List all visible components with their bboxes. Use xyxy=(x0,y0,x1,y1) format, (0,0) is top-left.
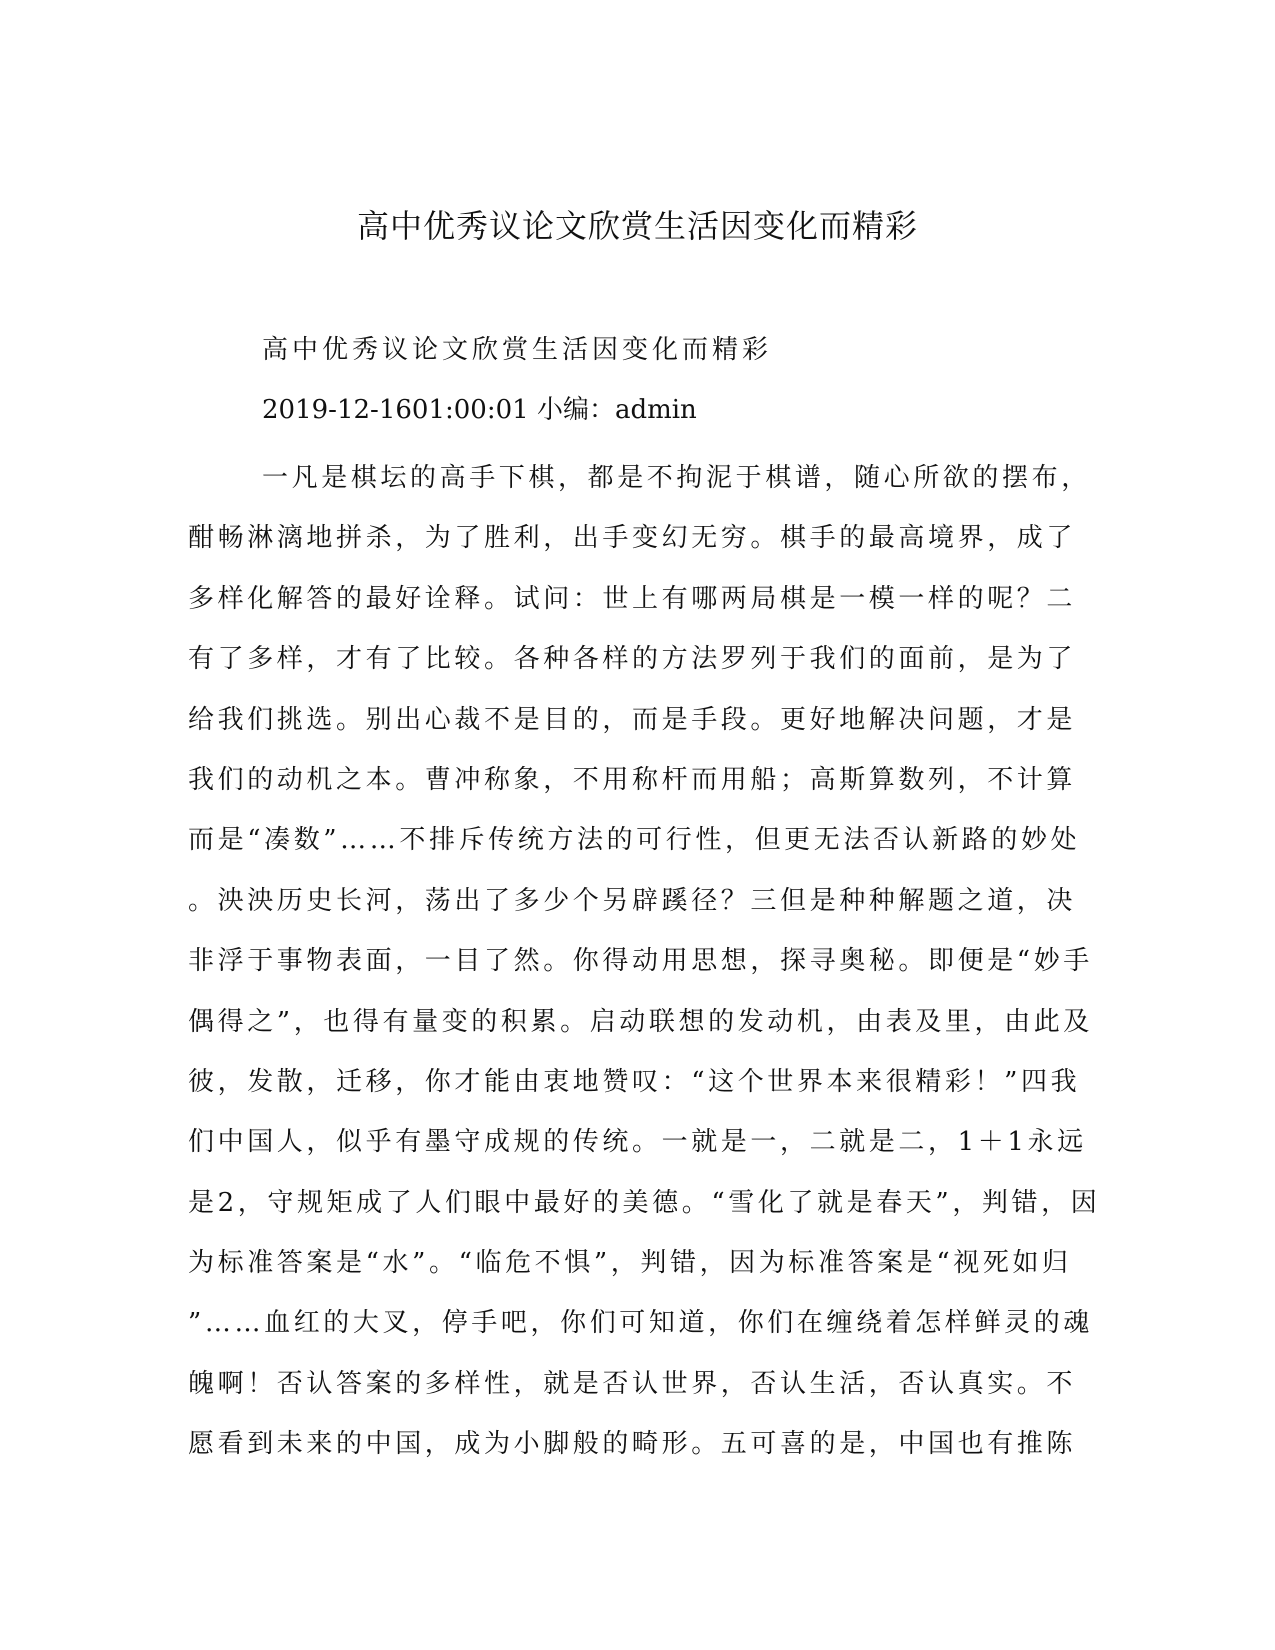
body-line: ”……血红的大叉，停手吧，你们可知道，你们在缠绕着怎样鲜灵的魂 xyxy=(188,1308,1093,1339)
body-line: 。泱泱历史长河，荡出了多少个另辟蹊径？三但是种种解题之道，决 xyxy=(188,885,1077,916)
body-line: 而是“凑数”……不排斥传统方法的可行性，但更无法否认新路的妙处 xyxy=(188,825,1081,856)
body-line: 我们的动机之本。曹冲称象，不用称杆而用船；高斯算数列，不计算 xyxy=(188,764,1077,795)
body-line: 魄啊！否认答案的多样性，就是否认世界，否认生活，否认真实。不 xyxy=(188,1368,1077,1399)
article-body xyxy=(188,448,1101,1475)
body-line: 为标准答案是“水”。“临危不惧”，判错，因为标准答案是“视死如归 xyxy=(188,1248,1072,1279)
body-line: 偶得之”，也得有量变的积累。启动联想的发动机，由表及里，由此及 xyxy=(188,1006,1093,1037)
body-line: 一凡是棋坛的高手下棋，都是不拘泥于棋谱，随心所欲的摆布， xyxy=(262,463,1091,493)
body-line: 多样化解答的最好诠释。试问：世上有哪两局棋是一模一样的呢？二 xyxy=(188,583,1077,614)
body-line: 非浮于事物表面，一目了然。你得动用思想，探寻奥秘。即便是“妙手 xyxy=(188,946,1093,977)
article-subtitle: 高中优秀议论文欣赏生活因变化而精彩 xyxy=(262,335,773,365)
body-line: 彼，发散，迁移，你才能由衷地赞叹：“这个世界本来很精彩！”四我 xyxy=(188,1066,1081,1097)
document-title: 高中优秀议论文欣赏生活因变化而精彩 xyxy=(356,207,918,245)
body-line: 愿看到未来的中国，成为小脚般的畸形。五可喜的是，中国也有推陈 xyxy=(188,1429,1077,1460)
body-line: 给我们挑选。别出心裁不是目的，而是手段。更好地解决问题，才是 xyxy=(188,704,1077,735)
body-line: 们中国人，似乎有墨守成规的传统。一就是一，二就是二，1＋1永远 xyxy=(188,1127,1087,1158)
body-line: 酣畅淋漓地拼杀，为了胜利，出手变幻无穷。棋手的最高境界，成了 xyxy=(188,523,1077,554)
body-line: 是2，守规矩成了人们眼中最好的美德。“雪化了就是春天”，判错，因 xyxy=(188,1187,1101,1218)
article-meta: 2019-12-1601:00:01 小编：admin xyxy=(262,395,697,425)
body-line: 有了多样，才有了比较。各种各样的方法罗列于我们的面前，是为了 xyxy=(188,644,1077,675)
